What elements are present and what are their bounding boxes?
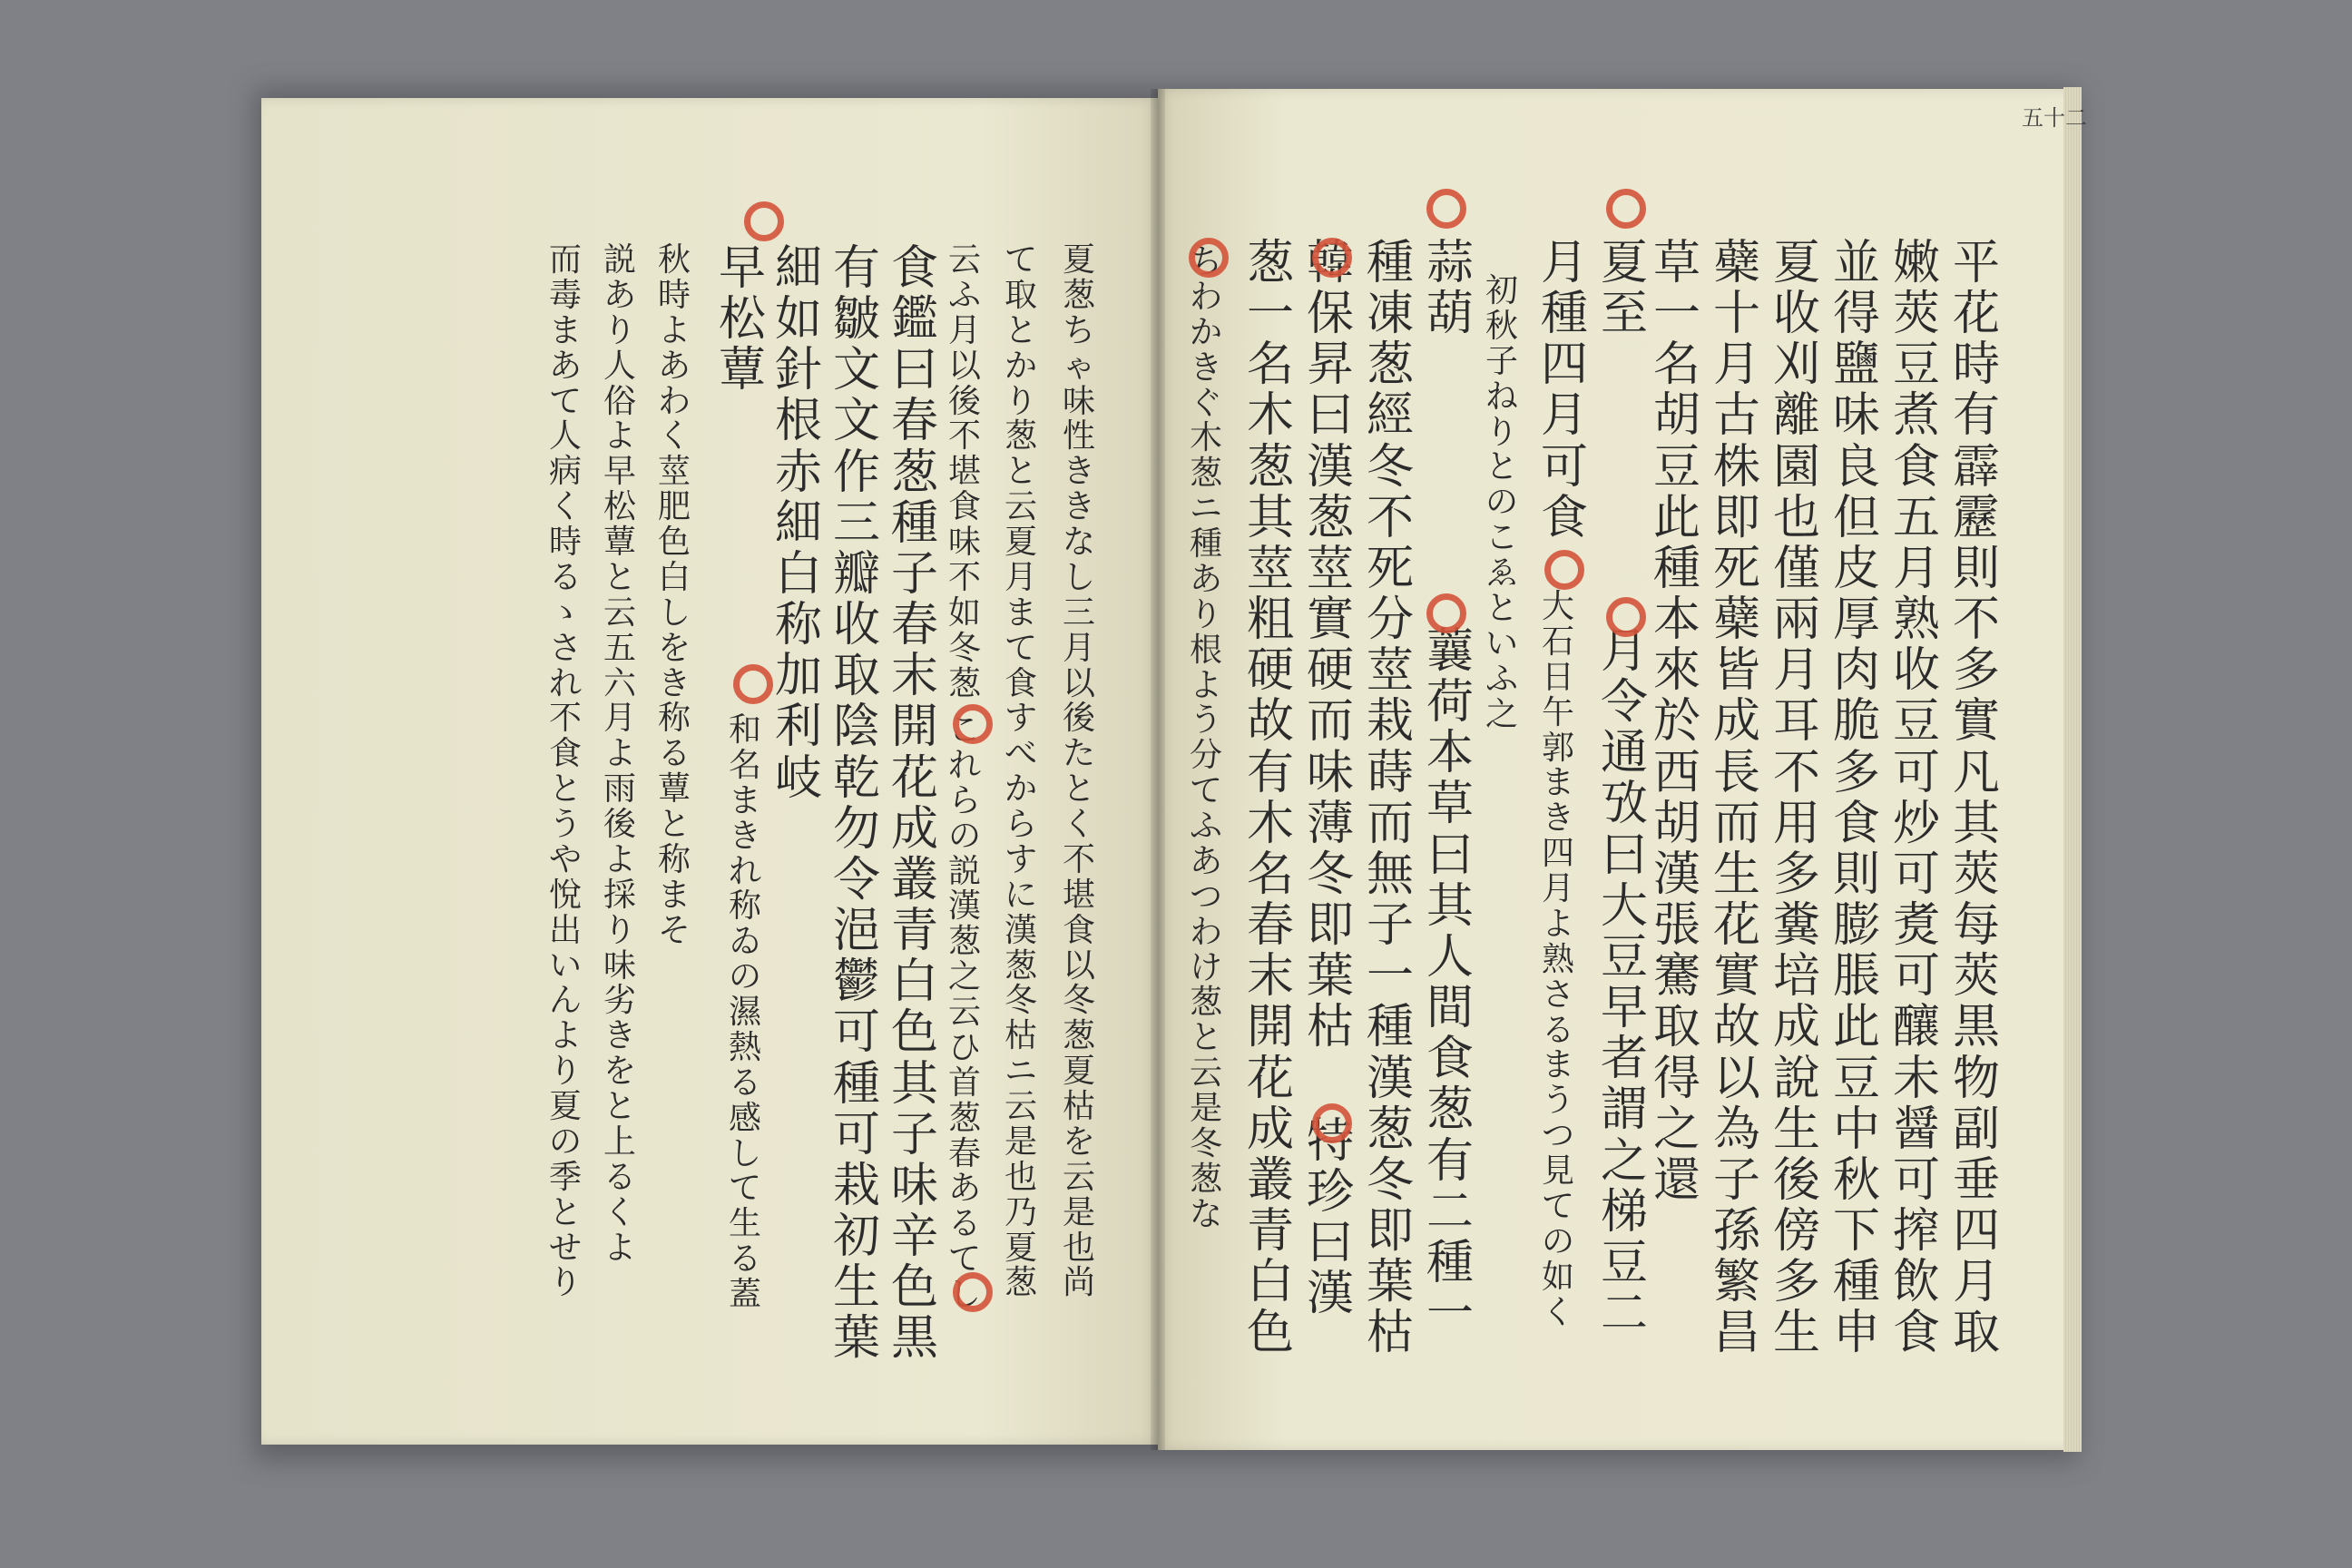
text-column: 早 松 蕈 (718, 241, 766, 398)
text-column: 夏 收 刈 離 園 也 僅 兩 月 耳 不 用 多 糞 培 成 說 生 後 傍 多 生 (1772, 236, 1820, 1361)
text-column: ち わ か き ぐ 木 葱 ニ 種 あ り 根 よ う 分 て ふ あ つ わ け 葱 と 云 是 冬 葱 な (1189, 243, 1222, 1233)
text-column: 韓 保 昇 曰 漢 葱 莖 實 硬 而 味 薄 冬 即 葉 枯 (1306, 236, 1354, 1055)
red-circle-mark (733, 664, 773, 704)
red-circle-mark (1426, 593, 1466, 633)
text-column: 夏 葱 ち ゃ 味 性 き き な し 三 月 以 後 た と く 不 堪 食 以 冬 葱 夏 枯 を 云 是 也 尚 (1062, 241, 1095, 1302)
text-column: て 取 と か り 葱 と 云 夏 月 ま て 食 す べ か ら す に 漢 葱 冬 枯 ニ 云 是 也 乃 夏 葱 (1004, 241, 1037, 1302)
text-column: 葱 一 名 木 葱 其 莖 粗 硬 故 有 木 名 春 末 開 花 成 叢 青 白 色 (1246, 236, 1294, 1361)
text-column: 初 秋 子 ね り と の こ ゑ と い ふ 之 (1485, 272, 1518, 733)
red-circle-mark (953, 1272, 993, 1312)
red-circle-mark (1606, 597, 1646, 637)
text-column: 蘘 荷 本 草 曰 其 人 間 食 葱 有 二 種 一 (1426, 624, 1474, 1342)
red-circle-mark (1606, 189, 1646, 229)
red-circle-mark (1426, 189, 1466, 229)
text-column: 平 花 時 有 霹 靂 則 不 多 實 凡 其 莢 每 莢 黒 物 副 垂 四 月 取 (1952, 236, 2000, 1361)
text-column: 嫩 莢 豆 煮 食 五 月 熟 收 豆 可 炒 可 煑 可 釀 未 醤 可 搾 飲 食 (1892, 236, 1940, 1361)
book-gutter (1151, 89, 1165, 1450)
text-column: 夏 至 (1600, 236, 1648, 342)
page-stack-edge (2063, 87, 2082, 1452)
text-column: 蒜 葫 (1426, 236, 1474, 342)
text-column: 而 毒 ま あ て 人 病 く 時 る ゝ さ れ 不 食 と う や 悅 出 い ん よ り 夏 の 季 と せ り (548, 241, 582, 1302)
red-circle-mark (1544, 550, 1584, 590)
red-circle-mark (1312, 238, 1352, 278)
text-column: 月 種 四 月 可 食 (1540, 236, 1588, 545)
text-column: 細 如 針 根 赤 細 白 称 加 利 岐 (774, 241, 822, 806)
text-column: 大 石 日 午 郭 ま き 四 月 よ 熟 さ る ま う つ 見 て の 如 く (1541, 588, 1574, 1331)
text-column: 和 名 ま き れ 称 ゐ の 濕 熱 る 感 し て 生 る 蓋 (728, 711, 761, 1313)
text-column: 秋 時 よ あ わ く 莖 肥 色 白 し を き 称 る 蕈 と 称 ま そ (657, 241, 691, 949)
folio-number: 五十二 (2022, 105, 2087, 131)
red-circle-mark (744, 201, 784, 241)
text-column: 有 皺 文 文 作 三 瓣 收 取 陰 乾 勿 令 浥 鬱 可 種 可 栽 初 生 葉 (832, 241, 880, 1367)
text-column: 並 得 鹽 味 良 但 皮 厚 肉 脆 多 食 則 膨 脹 此 豆 中 秋 下 種 申 (1832, 236, 1880, 1361)
text-column: 月 令 通 攷 曰 大 豆 早 者 謂 之 梯 豆 二 (1600, 624, 1648, 1342)
text-column: こ れ ら の 説 漢 葱 之 云 ひ 首 葱 春 あ る て し (947, 711, 981, 1313)
red-circle-mark (953, 704, 993, 744)
text-column: 種 凍 葱 經 冬 不 死 分 莖 栽 蒔 而 無 子 一 種 漢 葱 冬 即 葉 枯 (1366, 236, 1414, 1361)
text-column: 云 ふ 月 以 後 不 堪 食 味 不 如 冬 葱 (947, 241, 981, 702)
text-column: 蘗 十 月 古 株 即 死 蘗 皆 成 長 而 生 花 實 故 以 為 子 孫 繁 昌 (1712, 236, 1760, 1361)
text-column: 説 あ り 人 俗 よ 早 松 蕈 と 云 五 六 月 よ 雨 後 よ 採 り 味 劣 き を と 上 る く よ (603, 241, 636, 1267)
red-circle-mark (1312, 1103, 1352, 1143)
red-circle-mark (1189, 238, 1229, 278)
text-column: 食 鑑 曰 春 葱 種 子 春 末 開 花 成 叢 青 白 色 其 子 味 辛 色 黒 (890, 241, 938, 1367)
text-column: 草 一 名 胡 豆 此 種 本 來 於 西 胡 漢 張 騫 取 得 之 還 (1652, 236, 1700, 1208)
text-column: 特 珍 曰 漢 (1306, 1114, 1354, 1322)
